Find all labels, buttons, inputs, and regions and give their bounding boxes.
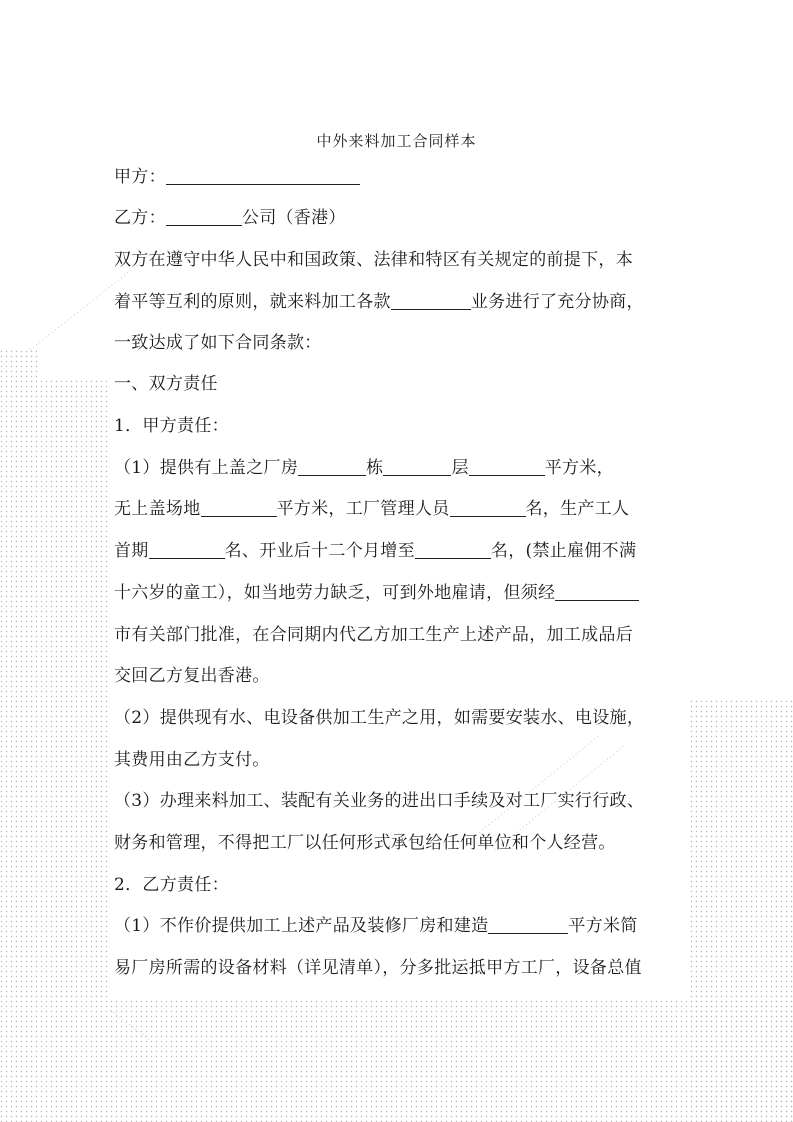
- clause-a1-line-4: [114, 582, 694, 604]
- clause-a1-line-3-text-c: 名，(禁止雇佣不满: [490, 541, 637, 561]
- clause-a1-line-3-text-b: 名、开业后十二个月增至: [224, 541, 415, 561]
- clause-a1-line-5: 市有关部门批准，在合同期内代乙方加工生产上述产品，加工成品后: [114, 625, 633, 645]
- clause-a1-line-2-text-b: 平方米，工厂管理人员: [276, 499, 450, 519]
- intro-line-2-text-a: 着平等互利的原则，就来料加工各款: [114, 292, 391, 312]
- simple-plant-area-blank[interactable]: [488, 917, 568, 934]
- open-area-blank[interactable]: [201, 500, 277, 517]
- city-blank[interactable]: [555, 584, 639, 601]
- area-blank[interactable]: [469, 459, 545, 476]
- clause-a1-line-2: [114, 498, 694, 520]
- floor-count-blank[interactable]: [383, 459, 451, 476]
- subsection-party-a: 1．甲方责任：: [114, 416, 229, 436]
- initial-workers-blank[interactable]: [149, 542, 225, 559]
- building-count-blank[interactable]: [298, 459, 366, 476]
- intro-line-3: 一致达成了如下合同条款：: [114, 333, 322, 353]
- managers-blank[interactable]: [450, 500, 526, 517]
- clause-a1-text-b: 栋: [366, 458, 384, 478]
- party-b-suffix: 公司（香港）: [241, 208, 346, 228]
- clause-a2-line-2: 其费用由乙方支付。: [114, 750, 270, 770]
- clause-b1-line-2: 易厂房所需的设备材料（详见清单），分多批运抵甲方工厂，设备总值: [114, 958, 642, 978]
- party-b-label: 乙方：: [114, 208, 166, 228]
- party-b-line: [114, 207, 694, 229]
- party-a-label: 甲方：: [114, 167, 166, 187]
- clause-a3-line-2: 财务和管理，不得把工厂以任何形式承包给任何单位和个人经营。: [114, 833, 616, 853]
- clause-b1-text-a: （1）不作价提供加工上述产品及装修厂房和建造: [114, 916, 489, 936]
- intro-line-1: 双方在遵守中华人民中和国政策、法律和特区有关规定的前提下，本: [114, 250, 633, 270]
- clause-b1-text-b: 平方米简: [568, 916, 638, 936]
- clause-a1-text-d: 平方米，: [544, 458, 614, 478]
- clause-a1-line-1: [114, 457, 694, 479]
- clause-a3-line-1: （3）办理来料加工、装配有关业务的进出口手续及对工厂实行行政、: [114, 791, 645, 811]
- intro-line-2: [114, 291, 694, 313]
- clause-a2-line-1: （2）提供现有水、电设备供加工生产之用，如需要安装水、电设施，: [114, 708, 645, 728]
- party-a-line: [114, 166, 694, 188]
- clause-b1-line-1: [114, 915, 694, 937]
- clause-a1-line-3: [114, 540, 694, 562]
- clause-a1-line-2-text-c: 名，生产工人: [525, 499, 630, 519]
- clause-a1-text-a: （1）提供有上盖之厂房: [114, 458, 299, 478]
- clause-a1-line-3-text-a: 首期: [114, 541, 149, 561]
- subsection-party-b: 2．乙方责任：: [114, 875, 229, 895]
- section-heading-responsibilities: 一、双方责任: [114, 374, 218, 394]
- clause-a1-line-6: 交回乙方复出香港。: [114, 666, 270, 686]
- clause-a1-line-2-text-a: 无上盖场地: [114, 499, 201, 519]
- clause-a1-line-4-text: 十六岁的童工），如当地劳力缺乏，可到外地雇请，但须经: [114, 583, 556, 603]
- later-workers-blank[interactable]: [415, 542, 491, 559]
- business-blank[interactable]: [391, 293, 471, 310]
- intro-line-2-text-b: 业务进行了充分协商，: [470, 292, 644, 312]
- document-title: 中外来料加工合同样本: [316, 132, 477, 150]
- party-a-blank[interactable]: [166, 168, 360, 185]
- party-b-blank[interactable]: [166, 209, 242, 226]
- clause-a1-text-c: 层: [451, 458, 469, 478]
